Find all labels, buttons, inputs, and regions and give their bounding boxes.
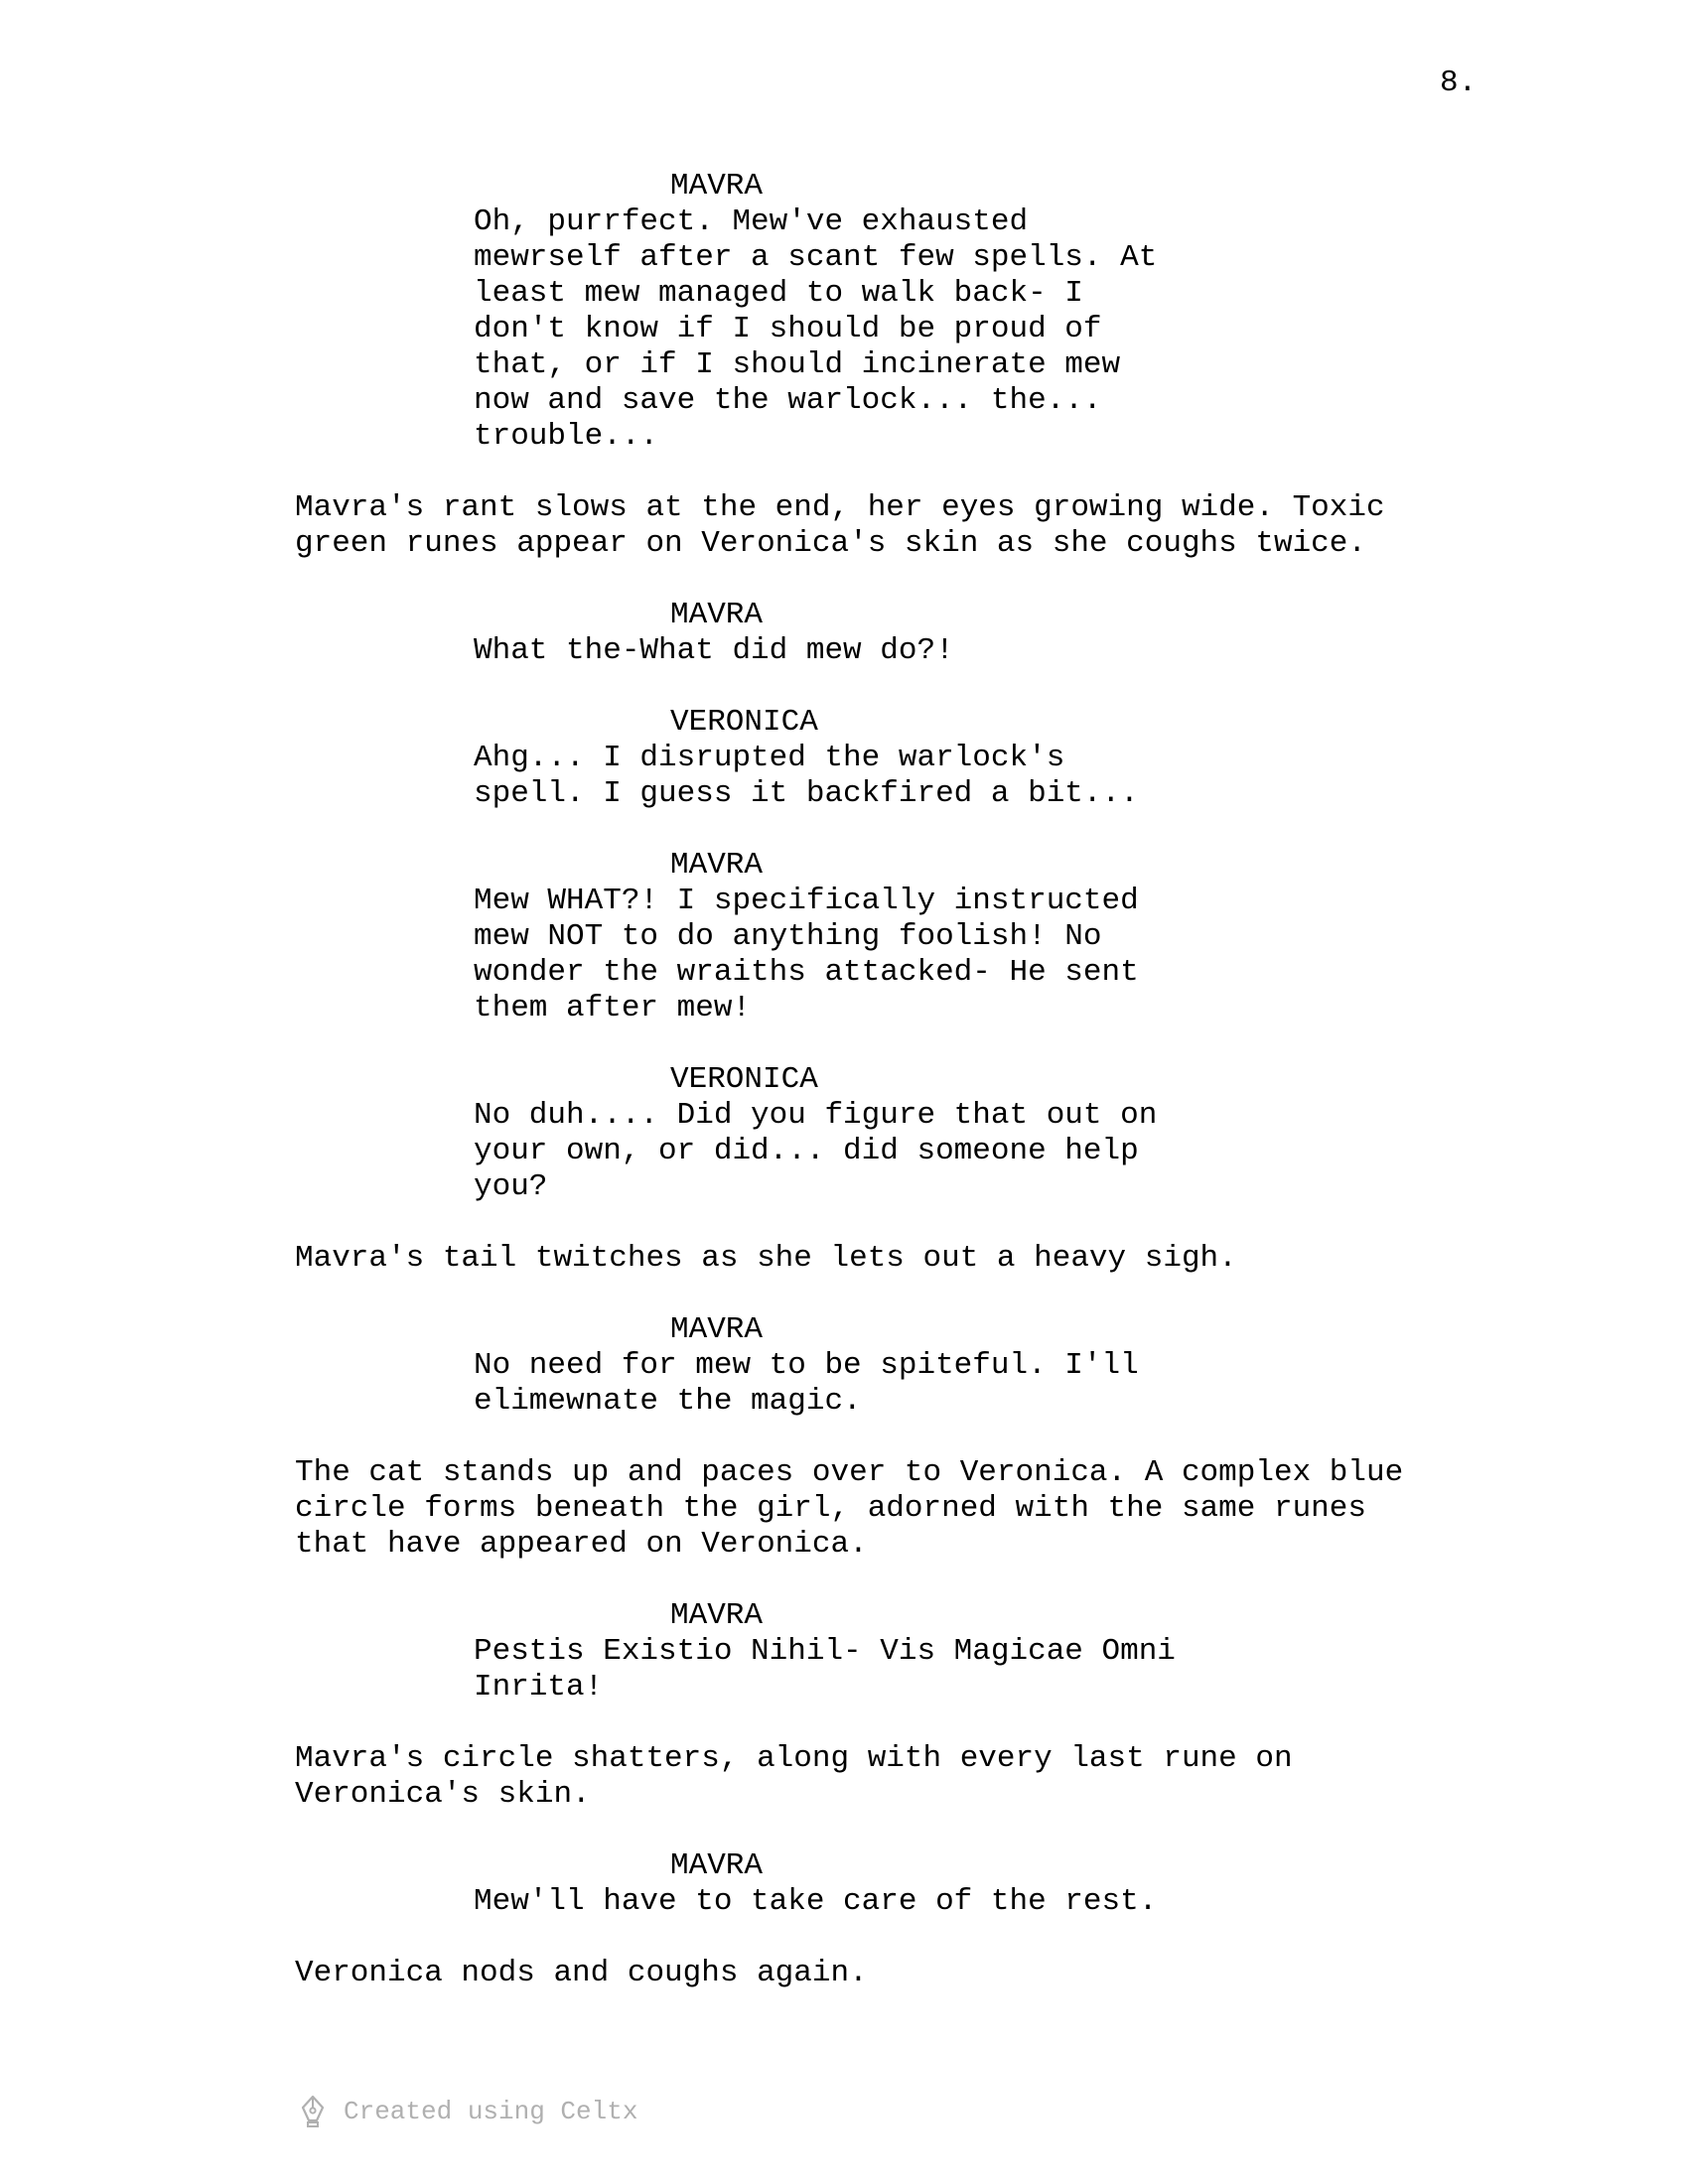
dialogue-block: [474, 1098, 1536, 1205]
dialogue-line: your own, or did... did someone help: [474, 1134, 1139, 1168]
character-name: VERONICA: [670, 705, 818, 740]
dialogue-line: No duh.... Did you figure that out on: [474, 1098, 1158, 1133]
dialogue-line: Ahg... I disrupted the warlock's: [474, 741, 1065, 775]
dialogue-block: [474, 1884, 1536, 1920]
dialogue-block: [474, 741, 1536, 812]
action-line: green runes appear on Veronica's skin as she coughs twice.: [295, 526, 1366, 561]
character-name: VERONICA: [670, 1062, 818, 1097]
action-block: [295, 1956, 1536, 1991]
dialogue-line: don't know if I should be proud of: [474, 312, 1102, 346]
blank-line: [295, 1277, 1536, 1312]
screenplay-body: [295, 169, 1536, 1991]
dialogue-line: Pestis Existio Nihil- Vis Magicae Omni: [474, 1634, 1176, 1669]
dialogue-line: them after mew!: [474, 991, 752, 1025]
character-name: MAVRA: [670, 169, 764, 204]
footer-watermark: [300, 2095, 637, 2128]
action-line: circle forms beneath the girl, adorned with the same runes: [295, 1491, 1366, 1526]
dialogue-line: Mew WHAT?! I specifically instructed: [474, 884, 1139, 918]
dialogue-line: you?: [474, 1169, 548, 1204]
dialogue-line: least mew managed to walk back- I: [474, 276, 1083, 311]
dialogue-line: mew NOT to do anything foolish! No: [474, 919, 1102, 954]
blank-line: [295, 1920, 1536, 1956]
dialogue-line: that, or if I should incinerate mew: [474, 347, 1121, 382]
character-name: MAVRA: [670, 1848, 764, 1883]
dialogue-block: [474, 884, 1536, 1026]
dialogue-line: wonder the wraiths attacked- He sent: [474, 955, 1139, 990]
dialogue-block: [474, 1634, 1536, 1706]
blank-line: [295, 1205, 1536, 1241]
blank-line: [295, 1420, 1536, 1455]
action-line: that have appeared on Veronica.: [295, 1527, 868, 1562]
blank-line: [295, 1026, 1536, 1062]
action-block: [295, 1455, 1536, 1563]
action-line: Mavra's tail twitches as she lets out a heavy sigh.: [295, 1241, 1237, 1276]
action-block: [295, 1741, 1536, 1813]
action-block: [295, 490, 1536, 562]
character-name: MAVRA: [670, 1598, 764, 1633]
action-line: Mavra's circle shatters, along with every last rune on: [295, 1741, 1293, 1776]
action-line: Veronica's skin.: [295, 1777, 591, 1812]
dialogue-line: trouble...: [474, 419, 659, 454]
character-name: MAVRA: [670, 848, 764, 883]
dialogue-line: now and save the warlock... the...: [474, 383, 1102, 418]
dialogue-line: Oh, purrfect. Mew've exhausted: [474, 205, 1029, 239]
blank-line: [295, 812, 1536, 848]
blank-line: [295, 669, 1536, 705]
action-block: [295, 1241, 1536, 1277]
footer-text: Created using Celtx: [344, 2097, 638, 2126]
pen-nib-icon: [300, 2095, 326, 2128]
action-line: The cat stands up and paces over to Veronica. A complex blue: [295, 1455, 1404, 1490]
dialogue-line: spell. I guess it backfired a bit...: [474, 776, 1139, 811]
action-line: Mavra's rant slows at the end, her eyes growing wide. Toxic: [295, 490, 1385, 525]
character-name: MAVRA: [670, 598, 764, 632]
blank-line: [295, 1813, 1536, 1848]
dialogue-block: [474, 205, 1536, 455]
page-number: 8.: [1440, 66, 1477, 100]
dialogue-line: Mew'll have to take care of the rest.: [474, 1884, 1158, 1919]
dialogue-block: [474, 1348, 1536, 1420]
dialogue-line: Inrita!: [474, 1670, 604, 1705]
blank-line: [295, 562, 1536, 598]
dialogue-line: mewrself after a scant few spells. At: [474, 240, 1158, 275]
character-name: MAVRA: [670, 1312, 764, 1347]
blank-line: [295, 1706, 1536, 1741]
dialogue-block: [474, 633, 1536, 669]
action-line: Veronica nods and coughs again.: [295, 1956, 868, 1990]
blank-line: [295, 1563, 1536, 1598]
dialogue-line: No need for mew to be spiteful. I'll: [474, 1348, 1139, 1383]
dialogue-line: elimewnate the magic.: [474, 1384, 862, 1419]
dialogue-line: What the-What did mew do?!: [474, 633, 954, 668]
blank-line: [295, 455, 1536, 490]
